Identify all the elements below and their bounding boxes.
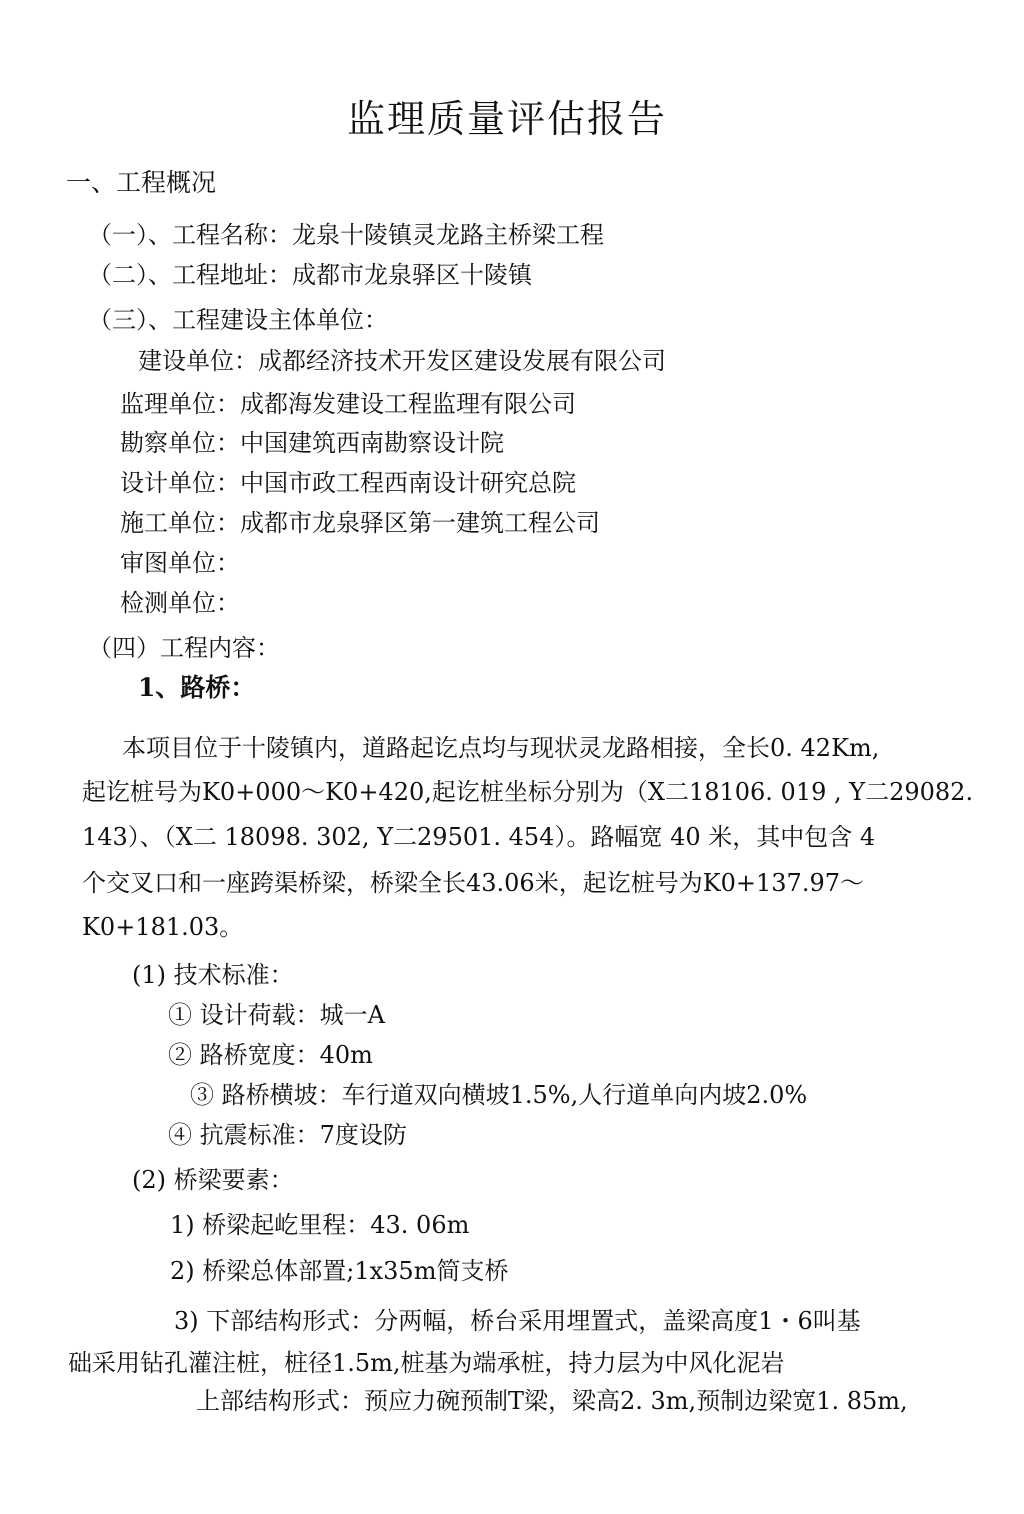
bridge-element-item: 础采用钻孔灌注桩，桩径1.5m,桩基为端承桩，持力层为中风化泥岩 (68, 1349, 785, 1377)
overview-paragraph-line: K0+181.03。 (82, 913, 244, 941)
overview-paragraph-line: 起讫桩号为K0+000～K0+420,起讫桩坐标分别为（X二18106. 019 , Y二29082. (82, 778, 974, 806)
tech-standard-item: ③ 路桥横坡：车行道双向横坡1.5%,人行道单向内坡2.0% (190, 1081, 808, 1109)
survey-unit-line: 勘察单位：中国建筑西南勘察设计院 (120, 429, 504, 457)
bridge-elements-heading: (2) 桥梁要素： (132, 1166, 294, 1194)
supervision-unit-line: 监理单位：成都海发建设工程监理有限公司 (120, 390, 576, 418)
tech-standard-item: ④ 抗震标准：7度设防 (168, 1121, 407, 1149)
section-heading-overview: 一、工程概况 (66, 168, 217, 197)
overview-paragraph-line: 个交叉口和一座跨渠桥梁，桥梁全长43.06米，起讫桩号为K0+137.97～ (82, 869, 864, 897)
testing-unit-line: 检测单位： (120, 589, 240, 617)
drawing-review-unit-line: 审图单位： (120, 549, 240, 577)
builder-unit-line: 施工单位：成都市龙泉驿区第一建筑工程公司 (120, 509, 600, 537)
tech-standard-item: ② 路桥宽度：40m (168, 1041, 373, 1069)
document-title: 监理质量评估报告 (347, 97, 668, 141)
bridge-element-item: 上部结构形式：预应力碗预制T梁，梁高2. 3m,预制边梁宽1. 85m, (196, 1387, 908, 1415)
bridge-element-item: 3) 下部结构形式：分两幅，桥台采用埋置式，盖梁高度1・6叫基 (174, 1307, 861, 1335)
construction-unit-line: 建设单位：成都经济技术开发区建设发展有限公司 (138, 347, 666, 375)
project-address-line: （二）、工程地址：成都市龙泉驿区十陵镇 (88, 261, 532, 289)
overview-paragraph-line: 143）、（X二 18098. 302, Y二29501. 454）。路幅宽 40 米，其中包含 4 (82, 823, 876, 851)
tech-standards-heading: (1) 技术标准： (132, 961, 294, 989)
project-name-line: （一）、工程名称：龙泉十陵镇灵龙路主桥梁工程 (88, 221, 604, 249)
road-bridge-subheading: 1、路桥： (138, 673, 256, 702)
tech-standard-item: ① 设计荷载：城一A (168, 1001, 385, 1029)
design-unit-line: 设计单位：中国市政工程西南设计研究总院 (120, 469, 576, 497)
project-parties-heading: （三）、工程建设主体单位： (88, 306, 388, 334)
bridge-element-item: 1) 桥梁起屹里程：43. 06m (170, 1211, 470, 1239)
bridge-element-item: 2) 桥梁总体部置;1x35m简支桥 (170, 1257, 509, 1285)
overview-paragraph-line: 本项目位于十陵镇内，道路起讫点均与现状灵龙路相接，全长0. 42Km, (122, 734, 880, 762)
project-content-heading: （四）工程内容： (88, 634, 280, 662)
